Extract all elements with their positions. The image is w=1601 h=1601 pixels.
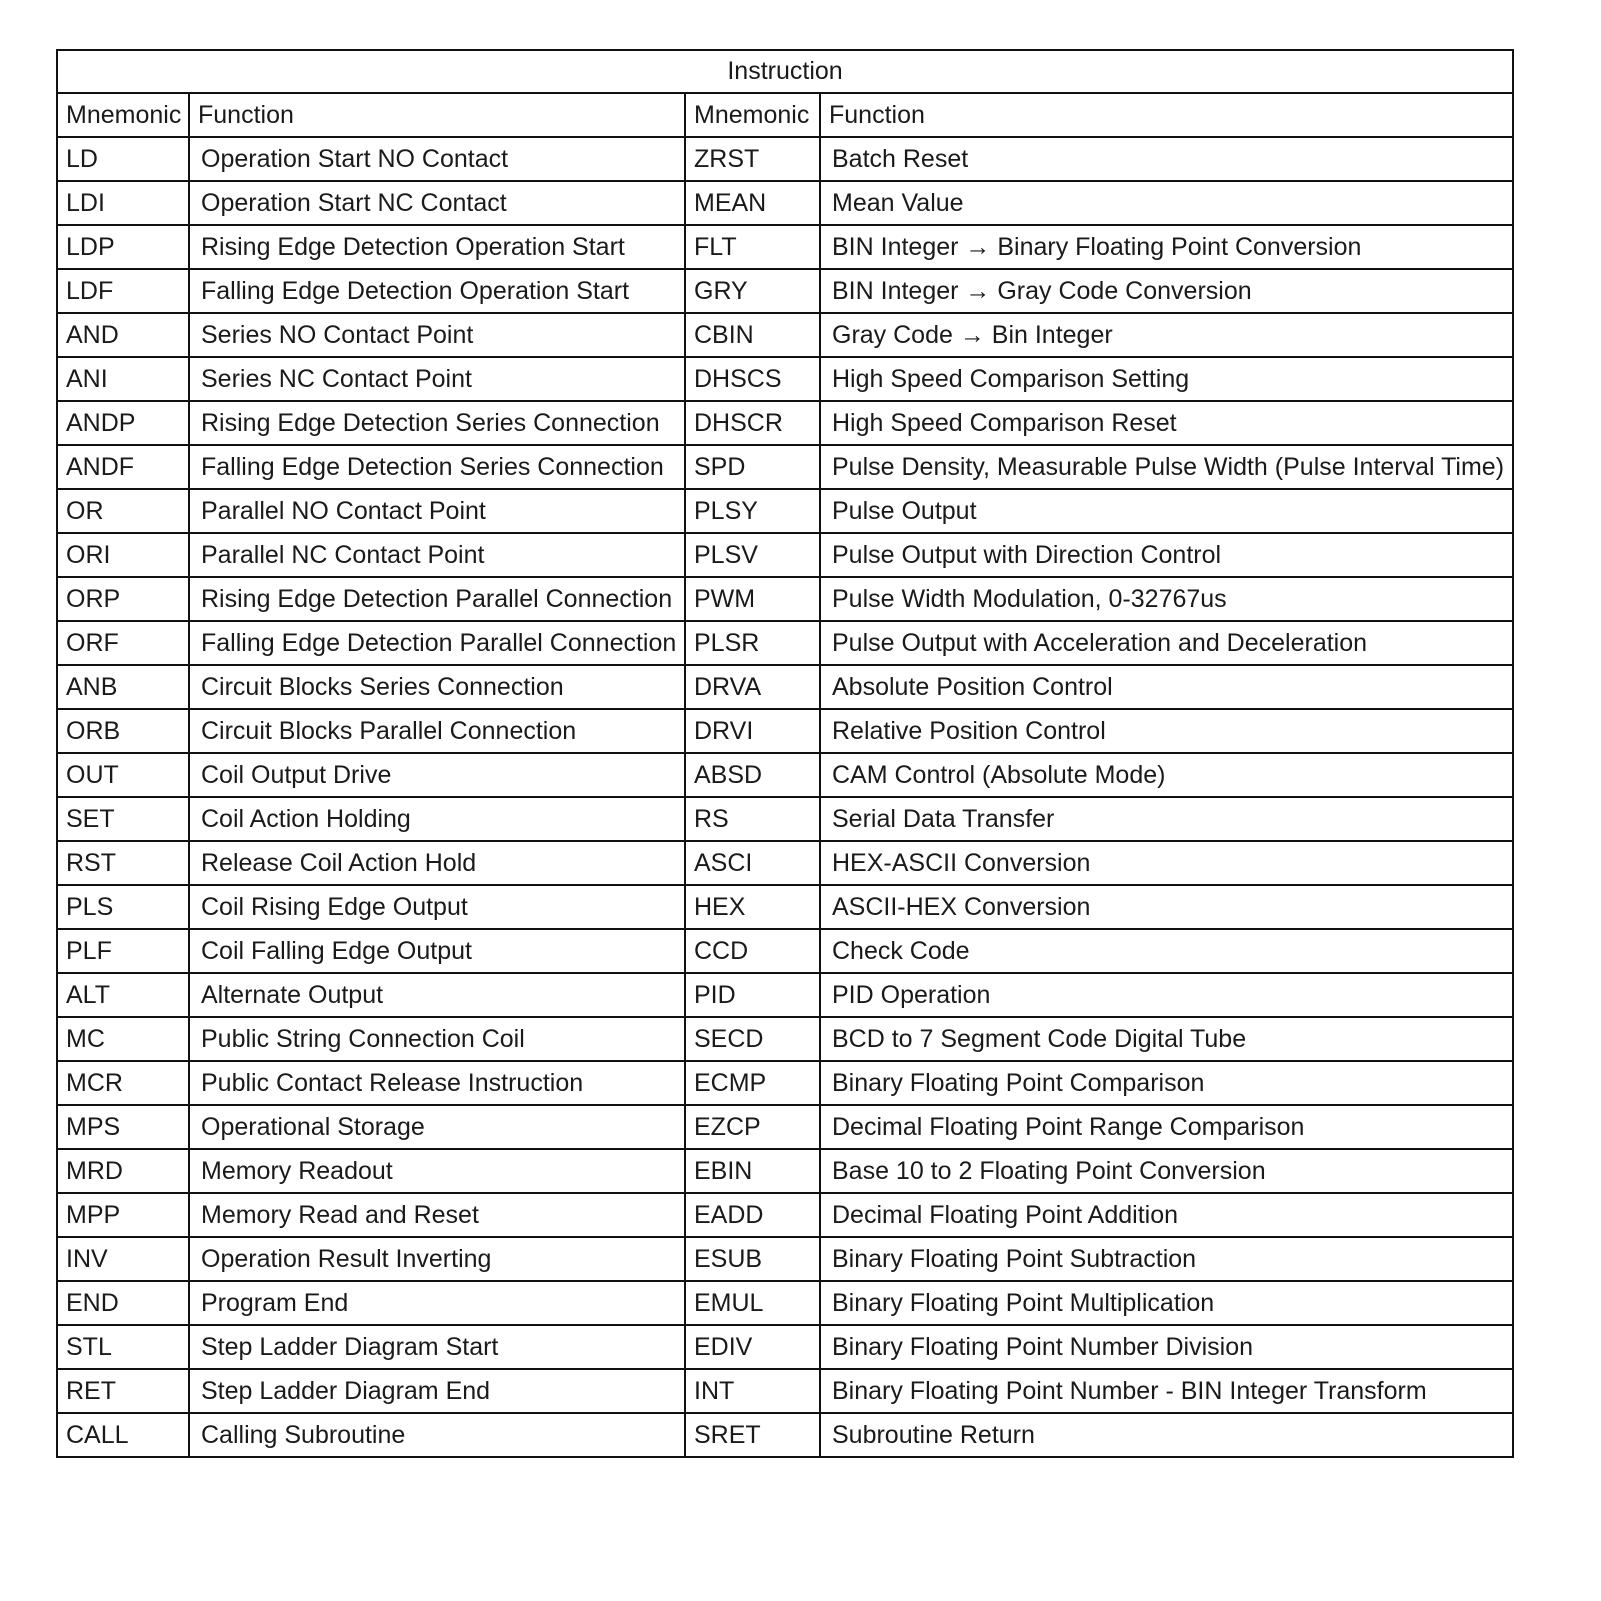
mnemonic-left-cell: ANI (57, 357, 189, 401)
mnemonic-left-cell: RET (57, 1369, 189, 1413)
table-row (57, 841, 1513, 885)
mnemonic-right-cell: CBIN (685, 313, 820, 357)
mnemonic-right-cell: EZCP (685, 1105, 820, 1149)
function-left-cell: Coil Falling Edge Output (189, 929, 685, 973)
function-left-cell: Rising Edge Detection Operation Start (189, 225, 685, 269)
function-left-cell: Memory Readout (189, 1149, 685, 1193)
mnemonic-right-cell: CCD (685, 929, 820, 973)
function-left-cell: Circuit Blocks Series Connection (189, 665, 685, 709)
mnemonic-left-cell: OUT (57, 753, 189, 797)
mnemonic-left-cell: ORB (57, 709, 189, 753)
mnemonic-right-cell: PLSY (685, 489, 820, 533)
table-row (57, 313, 1513, 357)
table-row (57, 137, 1513, 181)
mnemonic-right-cell: EADD (685, 1193, 820, 1237)
function-right-cell: HEX-ASCII Conversion (820, 841, 1513, 885)
mnemonic-right-cell: ASCI (685, 841, 820, 885)
function-left-cell: Memory Read and Reset (189, 1193, 685, 1237)
function-left-cell: Parallel NO Contact Point (189, 489, 685, 533)
function-left-cell: Coil Action Holding (189, 797, 685, 841)
mnemonic-right-cell: SECD (685, 1017, 820, 1061)
mnemonic-left-cell: STL (57, 1325, 189, 1369)
mnemonic-left-cell: ANDF (57, 445, 189, 489)
mnemonic-right-cell: INT (685, 1369, 820, 1413)
table-row (57, 1105, 1513, 1149)
instruction-table (56, 49, 1514, 1458)
table-row (57, 1017, 1513, 1061)
mnemonic-left-cell: ORF (57, 621, 189, 665)
function-left-cell: Program End (189, 1281, 685, 1325)
function-left-cell: Calling Subroutine (189, 1413, 685, 1457)
header-mnemonic-left: Mnemonic (57, 93, 189, 137)
function-right-cell: PID Operation (820, 973, 1513, 1017)
mnemonic-left-cell: ANB (57, 665, 189, 709)
table-row (57, 1325, 1513, 1369)
function-left-cell: Rising Edge Detection Parallel Connection (189, 577, 685, 621)
mnemonic-left-cell: ORP (57, 577, 189, 621)
function-left-cell: Rising Edge Detection Series Connection (189, 401, 685, 445)
function-right-cell: Pulse Output (820, 489, 1513, 533)
mnemonic-right-cell: PLSV (685, 533, 820, 577)
function-right-cell: Batch Reset (820, 137, 1513, 181)
function-right-cell: Gray Code → Bin Integer (820, 313, 1513, 357)
function-left-cell: Circuit Blocks Parallel Connection (189, 709, 685, 753)
mnemonic-left-cell: OR (57, 489, 189, 533)
function-right-cell: Subroutine Return (820, 1413, 1513, 1457)
mnemonic-left-cell: MPS (57, 1105, 189, 1149)
function-right-cell: BCD to 7 Segment Code Digital Tube (820, 1017, 1513, 1061)
function-right-cell: Binary Floating Point Number - BIN Integer Transform (820, 1369, 1513, 1413)
table-row (57, 445, 1513, 489)
table-row (57, 533, 1513, 577)
mnemonic-right-cell: EDIV (685, 1325, 820, 1369)
mnemonic-left-cell: MPP (57, 1193, 189, 1237)
function-right-cell: Binary Floating Point Subtraction (820, 1237, 1513, 1281)
mnemonic-right-cell: GRY (685, 269, 820, 313)
mnemonic-right-cell: MEAN (685, 181, 820, 225)
mnemonic-left-cell: PLF (57, 929, 189, 973)
mnemonic-left-cell: LD (57, 137, 189, 181)
function-right-cell: Decimal Floating Point Addition (820, 1193, 1513, 1237)
table-row (57, 1149, 1513, 1193)
function-left-cell: Public String Connection Coil (189, 1017, 685, 1061)
table-row (57, 753, 1513, 797)
mnemonic-right-cell: DHSCS (685, 357, 820, 401)
function-right-cell: Pulse Output with Direction Control (820, 533, 1513, 577)
function-right-cell: Decimal Floating Point Range Comparison (820, 1105, 1513, 1149)
function-left-cell: Step Ladder Diagram End (189, 1369, 685, 1413)
table-row (57, 269, 1513, 313)
function-right-cell: Binary Floating Point Comparison (820, 1061, 1513, 1105)
mnemonic-right-cell: PLSR (685, 621, 820, 665)
function-left-cell: Parallel NC Contact Point (189, 533, 685, 577)
table-body (57, 137, 1513, 1457)
table-row (57, 1413, 1513, 1457)
function-left-cell: Step Ladder Diagram Start (189, 1325, 685, 1369)
table-row (57, 885, 1513, 929)
function-right-cell: BIN Integer → Gray Code Conversion (820, 269, 1513, 313)
mnemonic-right-cell: HEX (685, 885, 820, 929)
function-right-cell: ASCII-HEX Conversion (820, 885, 1513, 929)
function-left-cell: Public Contact Release Instruction (189, 1061, 685, 1105)
table-row (57, 577, 1513, 621)
header-row (57, 93, 1513, 137)
mnemonic-left-cell: LDP (57, 225, 189, 269)
mnemonic-left-cell: ANDP (57, 401, 189, 445)
mnemonic-left-cell: ALT (57, 973, 189, 1017)
table-row (57, 1061, 1513, 1105)
function-right-cell: High Speed Comparison Setting (820, 357, 1513, 401)
mnemonic-right-cell: DRVI (685, 709, 820, 753)
table-title: Instruction (57, 50, 1513, 93)
mnemonic-left-cell: LDF (57, 269, 189, 313)
mnemonic-left-cell: END (57, 1281, 189, 1325)
function-left-cell: Falling Edge Detection Operation Start (189, 269, 685, 313)
mnemonic-right-cell: RS (685, 797, 820, 841)
table-row (57, 929, 1513, 973)
function-left-cell: Series NC Contact Point (189, 357, 685, 401)
mnemonic-left-cell: ORI (57, 533, 189, 577)
function-right-cell: Binary Floating Point Multiplication (820, 1281, 1513, 1325)
function-left-cell: Operation Result Inverting (189, 1237, 685, 1281)
table-row (57, 181, 1513, 225)
title-row (57, 50, 1513, 93)
function-left-cell: Operation Start NO Contact (189, 137, 685, 181)
table-row (57, 797, 1513, 841)
function-right-cell: Binary Floating Point Number Division (820, 1325, 1513, 1369)
mnemonic-right-cell: EBIN (685, 1149, 820, 1193)
table-row (57, 357, 1513, 401)
mnemonic-left-cell: MC (57, 1017, 189, 1061)
mnemonic-right-cell: PWM (685, 577, 820, 621)
function-left-cell: Falling Edge Detection Parallel Connection (189, 621, 685, 665)
table-row (57, 401, 1513, 445)
function-right-cell: CAM Control (Absolute Mode) (820, 753, 1513, 797)
function-right-cell: Serial Data Transfer (820, 797, 1513, 841)
mnemonic-left-cell: SET (57, 797, 189, 841)
function-left-cell: Falling Edge Detection Series Connection (189, 445, 685, 489)
mnemonic-right-cell: SRET (685, 1413, 820, 1457)
table-row (57, 489, 1513, 533)
function-right-cell: Relative Position Control (820, 709, 1513, 753)
function-right-cell: Mean Value (820, 181, 1513, 225)
mnemonic-right-cell: ECMP (685, 1061, 820, 1105)
table-row (57, 1281, 1513, 1325)
mnemonic-right-cell: ESUB (685, 1237, 820, 1281)
mnemonic-right-cell: DRVA (685, 665, 820, 709)
mnemonic-left-cell: INV (57, 1237, 189, 1281)
header-function-right: Function (820, 93, 1513, 137)
table-row (57, 1193, 1513, 1237)
function-right-cell: Pulse Width Modulation, 0-32767us (820, 577, 1513, 621)
function-left-cell: Coil Output Drive (189, 753, 685, 797)
function-right-cell: Pulse Output with Acceleration and Deceleration (820, 621, 1513, 665)
function-left-cell: Coil Rising Edge Output (189, 885, 685, 929)
function-left-cell: Release Coil Action Hold (189, 841, 685, 885)
function-left-cell: Series NO Contact Point (189, 313, 685, 357)
table-row (57, 225, 1513, 269)
header-function-left: Function (189, 93, 685, 137)
mnemonic-right-cell: ZRST (685, 137, 820, 181)
function-right-cell: Absolute Position Control (820, 665, 1513, 709)
mnemonic-left-cell: CALL (57, 1413, 189, 1457)
function-left-cell: Operation Start NC Contact (189, 181, 685, 225)
mnemonic-right-cell: EMUL (685, 1281, 820, 1325)
header-mnemonic-right: Mnemonic (685, 93, 820, 137)
mnemonic-right-cell: ABSD (685, 753, 820, 797)
function-left-cell: Operational Storage (189, 1105, 685, 1149)
mnemonic-left-cell: MCR (57, 1061, 189, 1105)
function-right-cell: BIN Integer → Binary Floating Point Conversion (820, 225, 1513, 269)
mnemonic-right-cell: DHSCR (685, 401, 820, 445)
mnemonic-right-cell: PID (685, 973, 820, 1017)
mnemonic-right-cell: FLT (685, 225, 820, 269)
function-right-cell: Base 10 to 2 Floating Point Conversion (820, 1149, 1513, 1193)
table-row (57, 709, 1513, 753)
mnemonic-left-cell: AND (57, 313, 189, 357)
table-row (57, 973, 1513, 1017)
mnemonic-left-cell: RST (57, 841, 189, 885)
table-row (57, 1237, 1513, 1281)
table-row (57, 621, 1513, 665)
function-right-cell: Pulse Density, Measurable Pulse Width (Pulse Interval Time) (820, 445, 1513, 489)
mnemonic-right-cell: SPD (685, 445, 820, 489)
table-row (57, 665, 1513, 709)
function-left-cell: Alternate Output (189, 973, 685, 1017)
table-row (57, 1369, 1513, 1413)
mnemonic-left-cell: PLS (57, 885, 189, 929)
mnemonic-left-cell: LDI (57, 181, 189, 225)
mnemonic-left-cell: MRD (57, 1149, 189, 1193)
function-right-cell: Check Code (820, 929, 1513, 973)
function-right-cell: High Speed Comparison Reset (820, 401, 1513, 445)
